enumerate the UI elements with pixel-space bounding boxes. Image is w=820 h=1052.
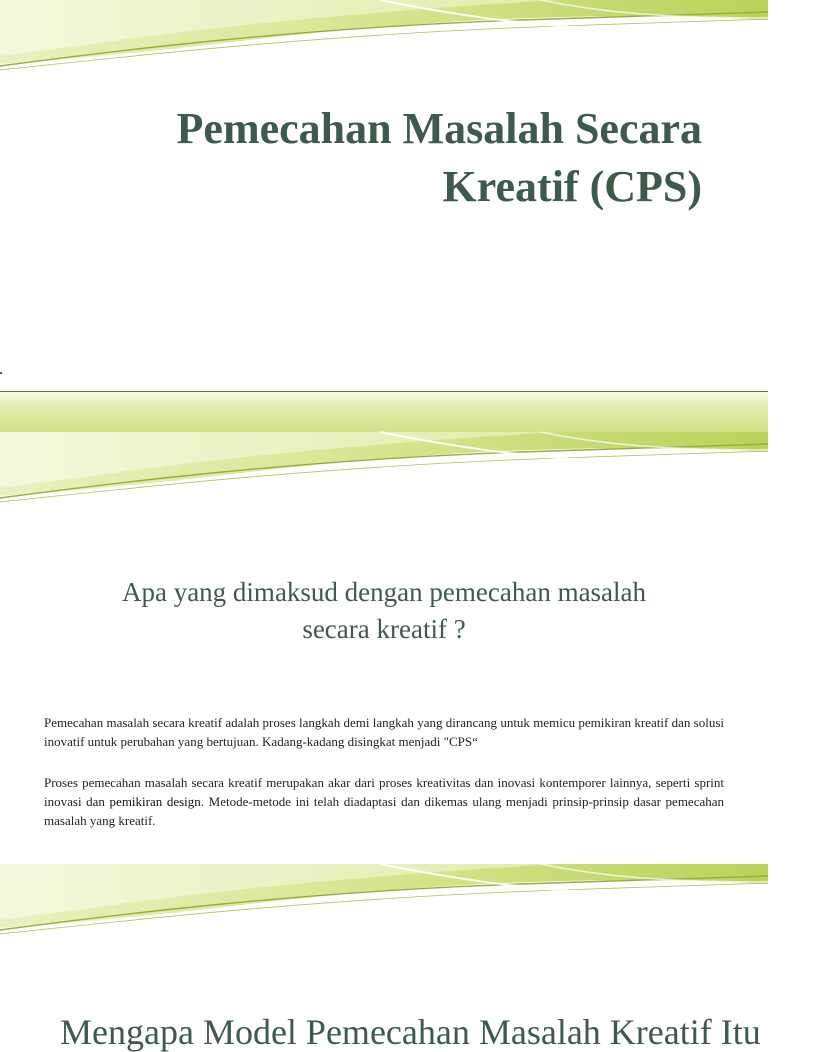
slide-1-title-line1: Pemecahan Masalah Secara bbox=[176, 104, 702, 153]
slide-2-title-line2: secara kreatif ? bbox=[302, 614, 466, 644]
header-wave-decoration bbox=[0, 864, 768, 944]
slide-1-title-line2: Kreatif (CPS) bbox=[442, 162, 702, 211]
slide-1 bbox=[0, 0, 768, 432]
slide-2 bbox=[0, 432, 768, 864]
slide-marker bbox=[0, 372, 2, 374]
paragraph-2-text-start: Proses pemecahan masalah secara kreatif merupakan akar dari proses kreativitas dan inovasi kontemporer lainnya, seperti sprint inovasi dan bbox=[44, 775, 724, 809]
footer-band-shade bbox=[0, 392, 768, 406]
slide-3 bbox=[0, 864, 768, 1052]
slide-1-title bbox=[82, 100, 702, 216]
pemikiran-design-link[interactable]: pemikiran design bbox=[109, 794, 201, 809]
header-wave-decoration bbox=[0, 0, 768, 80]
slide-2-title-line1: Apa yang dimaksud dengan pemecahan masalah bbox=[121, 577, 647, 607]
header-wave-decoration bbox=[0, 432, 768, 512]
slide-3-title: Mengapa Model Pemecahan Masalah Kreatif Itu bbox=[60, 1012, 761, 1052]
slide-2-paragraph-1: Pemecahan masalah secara kreatif adalah proses langkah demi langkah yang dirancang untuk memicu pemikiran kreatif dan solusi inovatif untuk perubahan yang bertujuan. Kadang-kadang disingkat menjadi "CPS“ bbox=[44, 715, 724, 749]
paragraph-2-text-end: . Metode-metode ini telah diadaptasi dan dikemas ulang menjadi prinsip-prinsip dasar pemecahan masalah yang kreatif. bbox=[44, 794, 725, 828]
slide-2-paragraph-2 bbox=[44, 773, 724, 830]
slide-2-title bbox=[40, 574, 728, 648]
